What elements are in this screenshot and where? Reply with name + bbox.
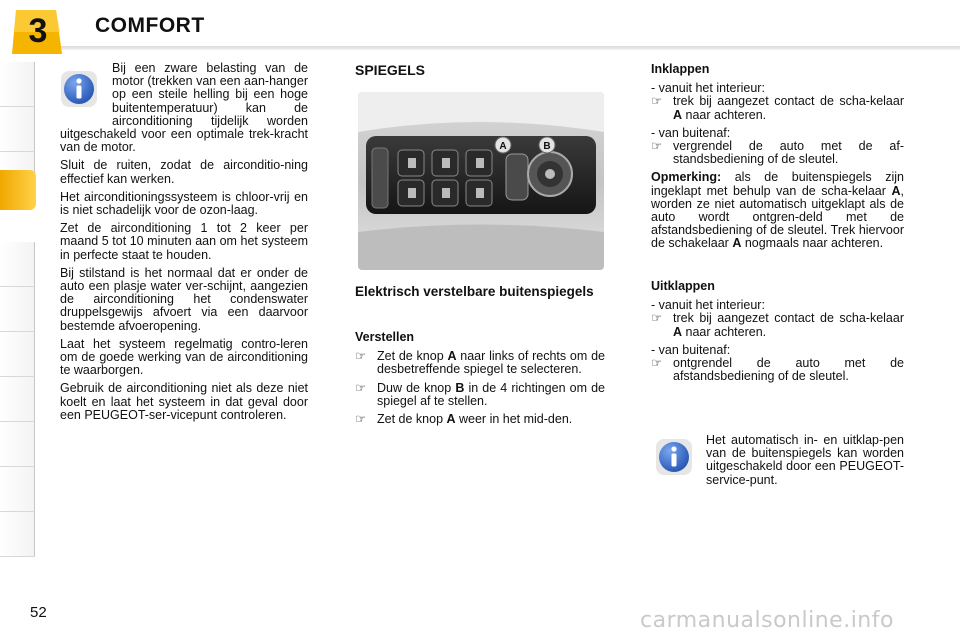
pointing-hand-icon: ☞ [651,139,663,154]
chapter-tab-rail [0,62,36,582]
pointing-hand-icon: ☞ [355,412,367,427]
inklappen-heading: Inklappen [651,62,710,76]
mirror-control-photo [358,92,604,270]
interior-label: - vanuit het interieur: [651,298,765,313]
list-item: ☞ Zet de knop A weer in het mid-den. [355,412,573,427]
chapter-tab[interactable] [0,62,35,107]
paragraph: Het airconditioningssysteem is chloor-vrij en is niet schadelijk voor de ozon-laag. [60,189,308,218]
pointing-hand-icon: ☞ [651,356,663,371]
section-title: SPIEGELS [355,62,426,78]
note-paragraph: Opmerking: als de buitenspiegels zijn ingeklapt met behulp van de scha-kelaar A, worden ze niet automatisch uitgeklapt als de auto wordt ontgren-deld met de afstandsbediening of de sleutel. Trek hiervoor de schakelaar A nogmaals naar achteren. [651,170,904,251]
label-a: A [499,141,507,152]
paragraph: Laat het systeem regelmatig contro-leren om de goede werking van de airconditioning te waarborgen. [60,336,308,378]
chapter-tab[interactable] [0,287,35,332]
info-note: Het automatisch in- en uitklap-pen van de buitenspiegels kan worden uitgeschakeld door een PEUGEOT-service-punt. [706,433,904,487]
pointing-hand-icon: ☞ [355,380,367,395]
pointing-hand-icon: ☞ [355,349,367,364]
list-item: ☞ Duw de knop B in de 4 richtingen om de spiegel af te stellen. [355,380,606,408]
list-item: ☞ ontgrendel de auto met de afstandsbediening of de sleutel. [651,356,904,384]
chapter-title: COMFORT [95,14,205,37]
chapter-tab-active[interactable] [0,170,36,210]
paragraph: Bij stilstand is het normaal dat er onder de auto een plasje water ver-schijnt, aangezien de airconditioning het condenswater druppelsgewijs afvoert via een daarvoor bestemde afvoeropening. [60,265,308,333]
paragraph: Zet de airconditioning 1 tot 2 keer per maand 5 tot 10 minuten aan om het systeem in perfecte staat te houden. [60,221,308,262]
chapter-tab[interactable] [0,422,35,467]
label-b: B [543,141,551,152]
uitklappen-heading: Uitklappen [651,279,715,293]
list-item: ☞ Zet de knop A naar links of rechts om de desbetreffende spiegel te selecteren. [355,349,605,377]
paragraph: Bij een zware belasting van de motor (trekken van een aan-hanger op een steile helling bij een hoge buitentemperatuur) kan de airconditioning tijdelijk worden uitgeschakeld voor een optimale trek-kracht van de motor. [60,61,308,155]
chapter-tab[interactable] [0,512,35,557]
uitklappen-block [651,280,904,388]
verstellen-heading: Verstellen [355,330,415,344]
interior-label: - vanuit het interieur: [651,81,765,96]
chapter-tab[interactable] [0,242,35,287]
verstellen-block [355,331,605,431]
list-item: ☞ trek bij aangezet contact de scha-kelaar A naar achteren. [651,94,904,122]
paragraph: Sluit de ruiten, zodat de airconditio-ning effectief kan werken. [60,158,308,186]
left-text-column [60,62,308,427]
chapter-number: 3 [28,12,48,50]
pointing-hand-icon: ☞ [651,94,663,109]
info-icon [655,438,693,476]
pointing-hand-icon: ☞ [651,311,663,326]
exterior-label: - van buitenaf: [651,342,731,357]
chapter-tab[interactable] [0,107,35,152]
page-number: 52 [30,604,47,621]
watermark: carmanualsonline.info [640,608,894,633]
list-item: ☞ trek bij aangezet contact de scha-kelaar A naar achteren. [651,311,904,339]
inklappen-block [651,63,904,256]
list-item: ☞ vergrendel de auto met de af-standsbediening of de sleutel. [651,139,904,167]
chapter-tab[interactable] [0,377,35,422]
chapter-tab[interactable] [0,467,35,512]
chapter-tab[interactable] [0,332,35,377]
header-rule [60,46,960,50]
subsection-title: Elektrisch verstelbare buitenspiegels [355,284,594,299]
paragraph: Gebruik de airconditioning niet als deze niet koelt en laat het systeem in dat geval door een PEUGEOT-ser-vicepunt controleren. [60,381,308,422]
exterior-label: - van buitenaf: [651,125,731,140]
